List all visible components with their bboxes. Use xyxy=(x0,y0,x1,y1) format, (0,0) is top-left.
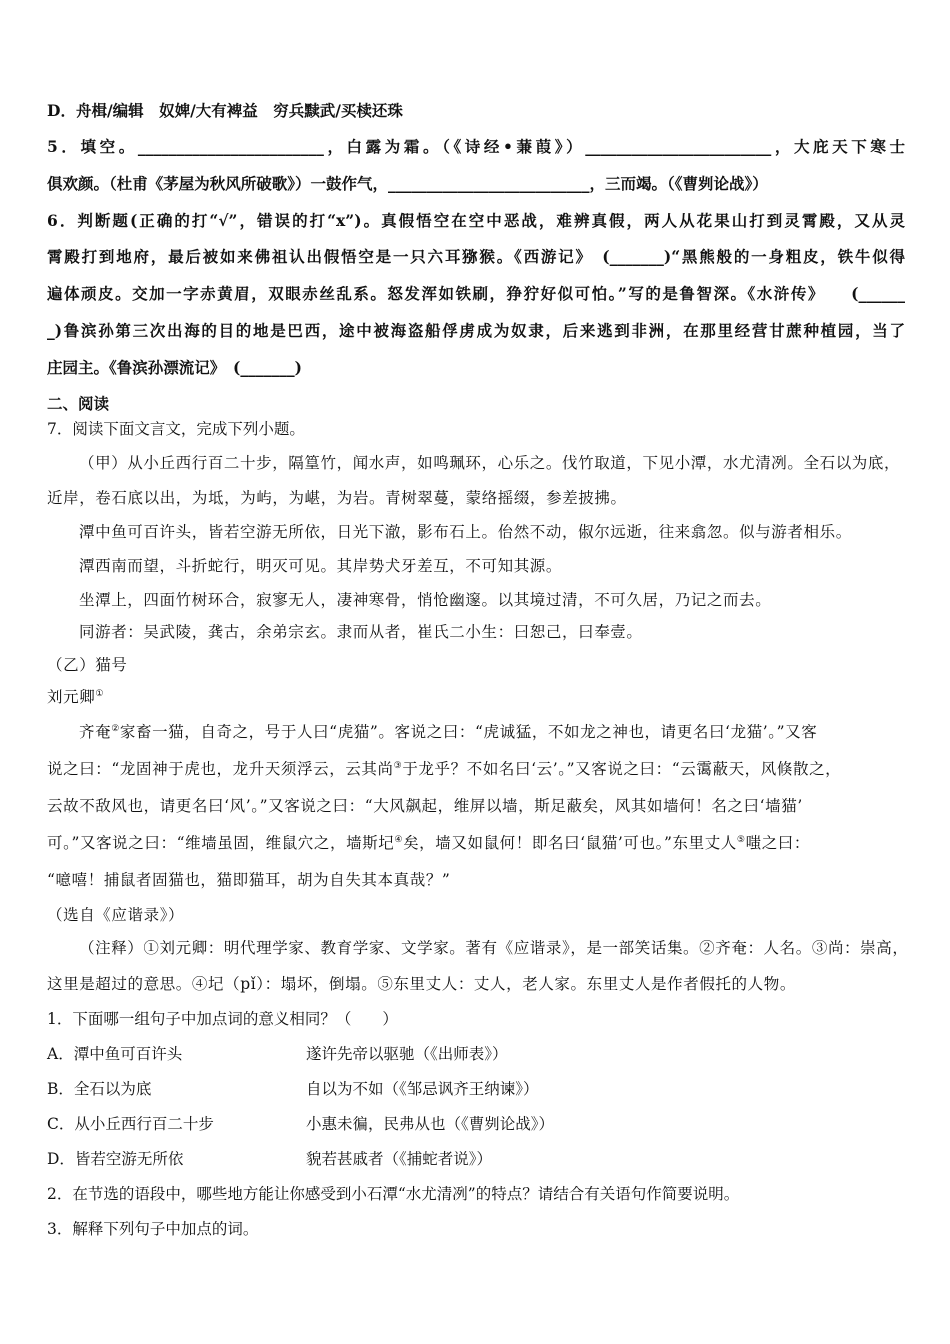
yi-line-4-part-b: 矣，墙又如鼠何！即名曰‘鼠猫’可也。”东里丈人 xyxy=(403,834,737,852)
q6-line-3: 遍体顽皮。交加一字赤黄眉，双眼赤丝乱系。怒发浑如铁刷，狰狞好似可怕。”写的是鲁智深。《水浒传》 (______ xyxy=(47,284,905,303)
footnote-marker-4: ④ xyxy=(394,834,404,845)
q6-line-1: 6．判断题(正确的打“√”，错误的打“x”)。真假悟空在空中恶战，难辨真假，两人从花果山打到灵霄殿，又从灵 xyxy=(47,211,905,230)
yi-line-3: 云故不敌风也，请更名曰‘风’。”又客说之曰：“大风飙起，维屏以墙，斯足蔽矣，风其如墙何！名之曰‘墙猫’ xyxy=(47,797,803,815)
q6-line-2: 霄殿打到地府，最后被如来佛祖认出假悟空是一只六耳猕猴。《西游记》 (_______)“黑熊般的一身粗皮，铁牛似得 xyxy=(47,247,905,266)
yi-line-5: “噫嘻！捕鼠者固猫也，猫即猫耳，胡为自失其本真哉？” xyxy=(47,871,451,889)
option-d-compare: 貌若甚戚者（《捕蛇者说》） xyxy=(306,1150,493,1168)
q5-line-1: 5．填空。________________________，白露为霜。（《诗经•蒹葭》）________________________，大庇天下寒士 xyxy=(47,137,905,156)
q7-prompt: 7．阅读下面文言文，完成下列小题。 xyxy=(47,420,305,438)
yi-notes-line-1: （注释）①刘元卿：明代理学家、教育学家、文学家。著有《应谐录》，是一部笑话集。②齐奄：人名。③尚：崇高， xyxy=(79,939,909,957)
jia-paragraph-1b: 近岸，卷石底以出，为坻，为屿，为嵁，为岩。青树翠蔓，蒙络摇缀，参差披拂。 xyxy=(47,489,627,507)
yi-line-4 xyxy=(47,833,810,853)
jia-paragraph-3: 潭西南而望，斗折蛇行，明灭可见。其岸势犬牙差互，不可知其源。 xyxy=(79,557,563,575)
section-title-reading: 二、阅读 xyxy=(47,394,110,413)
yi-line-1 xyxy=(79,722,817,742)
option-b-compare: 自以为不如（《邹忌讽齐王纳谏》） xyxy=(306,1080,539,1098)
q4-option-d: D．舟楫/编辑 奴婢/大有裨益 穷兵黩武/买椟还珠 xyxy=(47,101,403,120)
yi-line-1-part-b: 家畜一猫，自奇之，号于人曰“虎猫”。客说之曰：“虎诚猛，不如龙之神也，请更名曰‘龙猫’。”又客 xyxy=(119,723,818,741)
q6-line-5: 庄园主。《鲁滨孙漂流记》 (_______) xyxy=(47,358,302,377)
option-c-label: C．从小丘西行百二十步 xyxy=(47,1115,214,1133)
yi-line-4-part-c: 嗤之曰： xyxy=(745,834,810,852)
sub-question-2: 2．在节选的语段中，哪些地方能让你感受到小石潭“水尤清冽”的特点？请结合有关语句作简要说明。 xyxy=(47,1185,740,1203)
yi-source: （选自《应谐录》） xyxy=(47,906,185,924)
option-b-label: B．全石以为底 xyxy=(47,1080,152,1098)
option-a xyxy=(47,1044,508,1064)
yi-line-2 xyxy=(47,759,841,779)
footnote-marker-2: ② xyxy=(111,723,120,734)
footnote-marker-3: ③ xyxy=(393,760,403,771)
jia-paragraph-5: 同游者：吴武陵，龚古，余弟宗玄。隶而从者，崔氏二小生：曰恕己，曰奉壹。 xyxy=(79,623,643,641)
q6-line-4: _)鲁滨孙第三次出海的目的地是巴西，途中被海盗船俘虏成为奴隶，后来逃到非洲，在那里经营甘蔗种植园，当了 xyxy=(47,321,905,340)
jia-paragraph-1a: （甲）从小丘西行百二十步，隔篁竹，闻水声，如鸣珮环，心乐之。伐竹取道，下见小潭，水尤清冽。全石以为底， xyxy=(79,454,901,472)
q5-line-2: 俱欢颜。（杜甫《茅屋为秋风所破歌》）一鼓作气，__________________________，三而竭。（《曹刿论战》） xyxy=(47,174,768,193)
yi-line-1-part-a: 齐奄 xyxy=(79,723,112,741)
yi-line-2-part-b: 于龙乎？不如名曰‘云’。”又客说之曰：“云霭蔽天，风倏散之， xyxy=(402,760,842,778)
option-c-compare: 小惠未徧，民弗从也（《曹刿论战》） xyxy=(306,1115,555,1133)
option-a-label: A．潭中鱼可百许头 xyxy=(47,1045,183,1063)
option-b xyxy=(47,1079,539,1099)
yi-notes-line-2: 这里是超过的意思。④圮（pǐ）：塌坏，倒塌。⑤东里丈人：丈人，老人家。东里丈人是作者假托的人物。 xyxy=(47,975,796,993)
jia-paragraph-4: 坐潭上，四面竹树环合，寂寥无人，凄神寒骨，悄怆幽邃。以其境过清，不可久居，乃记之而去。 xyxy=(79,591,772,609)
option-d-label: D．皆若空游无所依 xyxy=(47,1150,184,1168)
yi-line-4-part-a: 可。”又客说之曰：“维墙虽固，维鼠穴之，墙斯圮 xyxy=(47,834,395,852)
option-a-compare: 遂许先帝以驱驰（《出师表》） xyxy=(306,1045,508,1063)
sub-question-1: 1．下面哪一组句子中加点词的意义相同？（ ） xyxy=(47,1010,398,1028)
footnote-marker-5: ⑤ xyxy=(736,834,746,845)
yi-title: （乙）猫号 xyxy=(47,656,128,674)
option-d xyxy=(47,1149,493,1169)
yi-line-2-part-a: 说之曰：“龙固神于虎也，龙升天须浮云，云其尚 xyxy=(47,760,394,778)
yi-author xyxy=(47,687,104,707)
jia-paragraph-2: 潭中鱼可百许头，皆若空游无所依，日光下澈，影布石上。佁然不动，俶尔远逝，往来翕忽。似与游者相乐。 xyxy=(79,523,852,541)
yi-author-name: 刘元卿 xyxy=(47,688,96,706)
footnote-marker-1: ① xyxy=(95,688,104,699)
option-c xyxy=(47,1114,555,1134)
sub-question-3: 3．解释下列句子中加点的词。 xyxy=(47,1220,259,1238)
